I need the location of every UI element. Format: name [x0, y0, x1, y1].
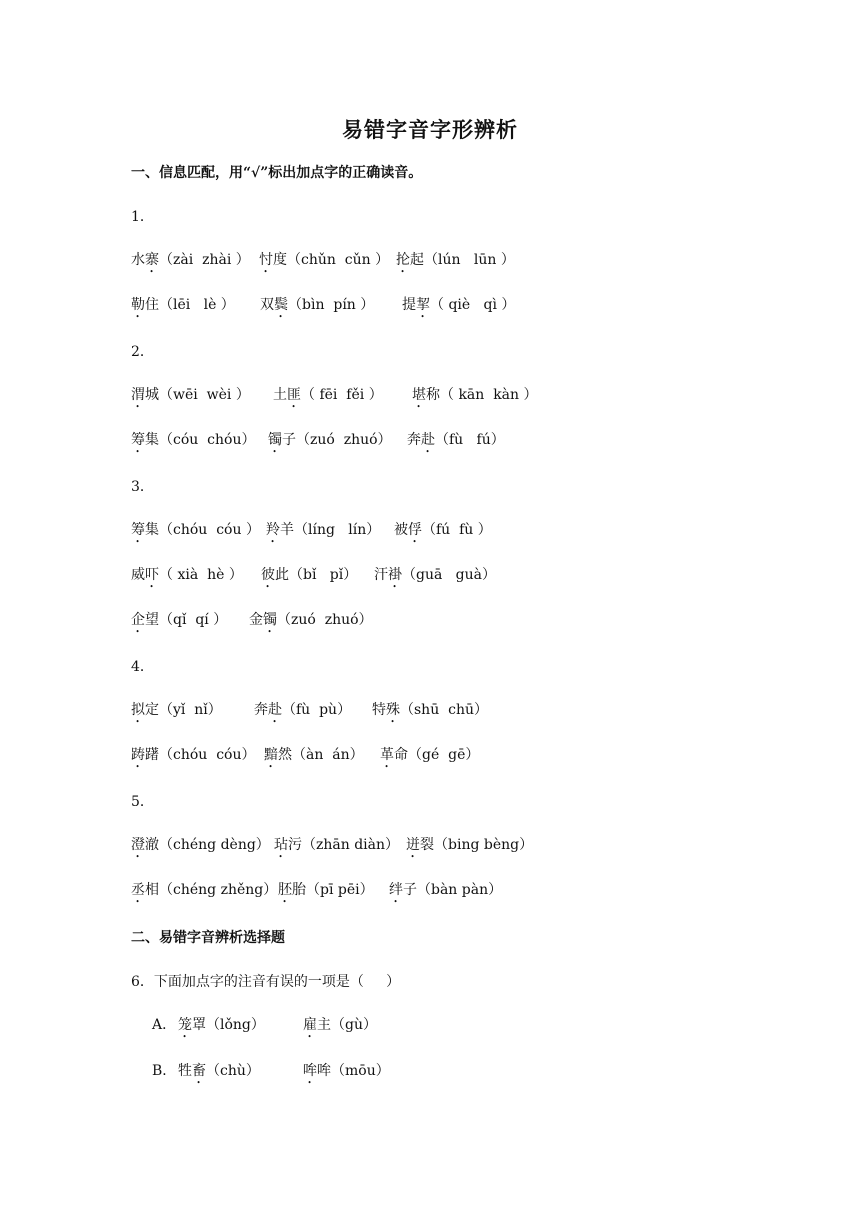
- pinyin-item: [402, 295, 515, 321]
- item-text-post: 羊（líng lín）: [280, 522, 381, 538]
- dotted-character: 玷: [274, 837, 288, 853]
- item-text-post: （ xià hè ）: [159, 567, 243, 583]
- dotted-character: 黯: [264, 747, 278, 763]
- item-text-post: 污（zhān diàn）: [288, 837, 400, 853]
- pinyin-item: [303, 1015, 377, 1041]
- dotted-character: 寨: [145, 252, 159, 268]
- dotted-character: 渭: [131, 387, 145, 403]
- pinyin-item: [259, 250, 389, 276]
- pinyin-item: [131, 745, 256, 771]
- dotted-character: 绊: [389, 882, 403, 898]
- page-title: 易错字音字形辨析: [342, 117, 518, 142]
- pinyin-item: [374, 565, 496, 591]
- dotted-character: 勒: [131, 297, 145, 313]
- item-text-post: （chù）: [206, 1063, 260, 1079]
- item-text-post: （zài zhài ）: [159, 252, 250, 268]
- pinyin-item: [260, 295, 374, 321]
- group-number: 1．: [131, 209, 154, 225]
- item-text-pre: 牲: [178, 1063, 192, 1079]
- dotted-character: 挈: [416, 297, 430, 313]
- pinyin-item: [380, 745, 479, 771]
- dotted-character: 彼: [261, 567, 275, 583]
- dotted-character: 俘: [408, 522, 422, 538]
- pinyin-item: [261, 565, 357, 591]
- item-text-post: 澈（chéng dèng）: [145, 837, 270, 853]
- dotted-character: 迸: [406, 837, 420, 853]
- pinyin-item: [303, 1061, 390, 1087]
- pinyin-item: [266, 520, 380, 546]
- dotted-character: 企: [131, 612, 145, 628]
- item-text-pre: 特: [372, 702, 386, 718]
- dotted-character: 拟: [131, 702, 145, 718]
- item-text-pre: 双: [260, 297, 274, 313]
- pinyin-item: [131, 520, 260, 546]
- dotted-character: 筹: [131, 432, 145, 448]
- pinyin-item: [394, 520, 492, 546]
- dotted-character: 雇: [303, 1017, 317, 1033]
- dotted-character: 踌: [131, 747, 145, 763]
- item-text-post: 罩（lǒng）: [192, 1017, 265, 1033]
- item-text-post: （shū chū）: [400, 702, 488, 718]
- item-text-post: （fù pù）: [282, 702, 352, 718]
- pinyin-item: [412, 385, 538, 411]
- pinyin-item: [406, 835, 533, 861]
- item-text-post: 度（chǔn cǔn ）: [273, 252, 390, 268]
- dotted-character: 哞: [303, 1063, 317, 1079]
- dotted-character: 丞: [131, 882, 145, 898]
- pinyin-item: [278, 880, 374, 906]
- item-text-post: （fù fú）: [435, 432, 505, 448]
- dotted-character: 畜: [192, 1063, 206, 1079]
- group-number: 3．: [131, 479, 154, 495]
- item-text-post: 城（wēi wèi ）: [145, 387, 250, 403]
- section-heading-2: 二、易错字音辨析选择题: [131, 930, 285, 946]
- item-text-post: 相（chéng zhěng）: [145, 882, 278, 898]
- item-text-post: 称（ kān kàn ）: [426, 387, 538, 403]
- pinyin-item: [389, 880, 502, 906]
- item-text-pre: 提: [402, 297, 416, 313]
- item-text-post: 住（lēi lè ）: [145, 297, 235, 313]
- dotted-character: 笼: [178, 1017, 192, 1033]
- dotted-character: 堪: [412, 387, 426, 403]
- item-text-post: 集（chóu cóu ）: [145, 522, 260, 538]
- item-text-pre: 水: [131, 252, 145, 268]
- item-text-pre: 金: [249, 612, 263, 628]
- dotted-character: 忖: [259, 252, 273, 268]
- item-text-post: 起（lún lūn ）: [410, 252, 515, 268]
- dotted-character: 匪: [287, 387, 301, 403]
- item-text-post: （guā guà）: [402, 567, 497, 583]
- pinyin-item: [131, 835, 270, 861]
- item-text-post: 胎（pī pēi）: [292, 882, 374, 898]
- item-text-post: 此（bǐ pǐ）: [275, 567, 358, 583]
- dotted-character: 殊: [386, 702, 400, 718]
- option-label: A．: [152, 1017, 177, 1033]
- item-text-post: 命（gé gē）: [394, 747, 480, 763]
- group-number: 4．: [131, 659, 154, 675]
- dotted-character: 镯: [263, 612, 277, 628]
- group-number: 2．: [131, 344, 154, 360]
- option-label: B．: [152, 1063, 177, 1079]
- pinyin-item: [178, 1061, 260, 1087]
- dotted-character: 革: [380, 747, 394, 763]
- pinyin-item: [131, 610, 227, 636]
- pinyin-item: [131, 250, 250, 276]
- item-text-post: 子（bàn pàn）: [403, 882, 503, 898]
- pinyin-item: [264, 745, 364, 771]
- item-text-pre: 土: [273, 387, 287, 403]
- pinyin-item: [131, 880, 277, 906]
- dotted-character: 吓: [145, 567, 159, 583]
- item-text-post: （ qiè qì ）: [430, 297, 516, 313]
- item-text-post: 哞（mōu）: [317, 1063, 390, 1079]
- item-text-post: （bìn pín ）: [288, 297, 375, 313]
- item-text-pre: 被: [394, 522, 408, 538]
- pinyin-item: [268, 430, 392, 456]
- section-heading-1: 一、信息匹配，用“√”标出加点字的正确读音。: [131, 165, 423, 181]
- group-number: 5．: [131, 794, 154, 810]
- item-text-post: 躇（chóu cóu）: [145, 747, 256, 763]
- dotted-character: 鬓: [274, 297, 288, 313]
- pinyin-item: [396, 250, 515, 276]
- question-6: 6．下面加点字的注音有误的一项是（ ）: [131, 974, 401, 990]
- dotted-character: 筹: [131, 522, 145, 538]
- pinyin-item: [131, 385, 250, 411]
- pinyin-item: [372, 700, 488, 726]
- pinyin-item: [274, 835, 399, 861]
- item-text-pre: 奔: [407, 432, 421, 448]
- pinyin-item: [131, 295, 235, 321]
- item-text-post: 定（yǐ nǐ）: [145, 702, 222, 718]
- dotted-character: 羚: [266, 522, 280, 538]
- dotted-character: 澄: [131, 837, 145, 853]
- pinyin-item: [273, 385, 383, 411]
- dotted-character: 赴: [421, 432, 435, 448]
- item-text-post: 集（cóu chóu）: [145, 432, 256, 448]
- dotted-character: 胚: [278, 882, 292, 898]
- dotted-character: 抡: [396, 252, 410, 268]
- item-text-post: 主（gù）: [317, 1017, 377, 1033]
- item-text-post: （fú fù ）: [422, 522, 492, 538]
- item-text-post: （ fēi fěi ）: [301, 387, 383, 403]
- item-text-pre: 威: [131, 567, 145, 583]
- item-text-post: （zuó zhuó）: [277, 612, 373, 628]
- item-text-post: 裂（bing bèng）: [420, 837, 534, 853]
- item-text-pre: 奔: [254, 702, 268, 718]
- item-text-pre: 汗: [374, 567, 388, 583]
- pinyin-item: [131, 565, 243, 591]
- item-text-post: 望（qǐ qí ）: [145, 612, 228, 628]
- dotted-character: 褂: [388, 567, 402, 583]
- pinyin-item: [178, 1015, 265, 1041]
- pinyin-item: [407, 430, 505, 456]
- item-text-post: 子（zuó zhuó）: [282, 432, 392, 448]
- pinyin-item: [249, 610, 373, 636]
- item-text-post: 然（àn án）: [278, 747, 364, 763]
- pinyin-item: [131, 700, 222, 726]
- pinyin-item: [131, 430, 256, 456]
- dotted-character: 镯: [268, 432, 282, 448]
- pinyin-item: [254, 700, 351, 726]
- dotted-character: 赴: [268, 702, 282, 718]
